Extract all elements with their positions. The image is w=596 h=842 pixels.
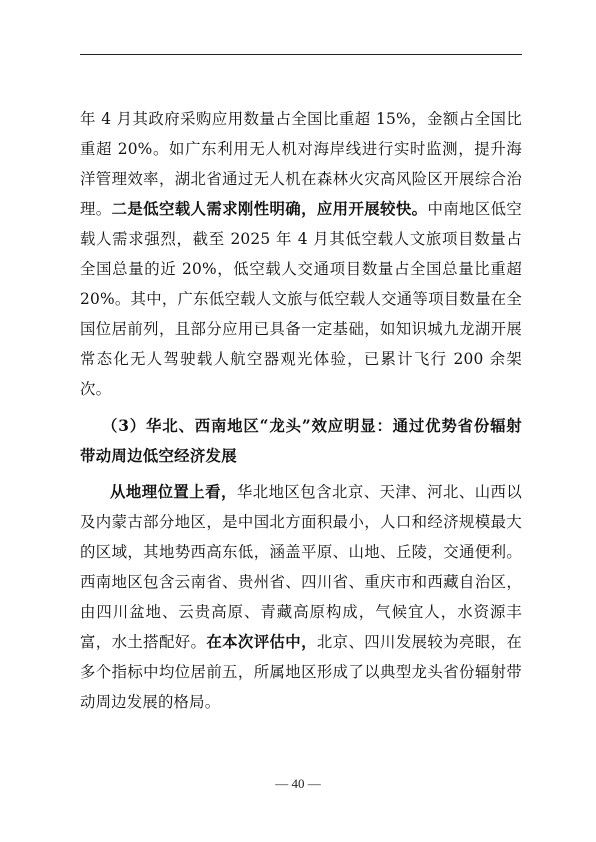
page-body bbox=[80, 104, 522, 717]
paragraph-geography bbox=[80, 477, 522, 717]
paragraph-text: 华北地区包含北京、天津、河北、山西以及内蒙古部分地区，是中国北方面积最小，人口和经济规模最大的区域，其地势西高东低，涵盖平原、山地、丘陵，交通便利。西南地区包含云南省、贵州省、四川省、重庆市和西藏自治区，由四川盆地、云贵高原、青藏高原构成，气候宜人，水资源丰富，水土搭配好。 bbox=[80, 483, 522, 651]
paragraph-text: 年 4 月其政府采购应用数量占全国比重超 15%，金额占全国比重超 20%。如广东利用无人机对海岸线进行实时监测，提升海洋管理效率，湖北省通过无人机在森林火灾高风险区开展综合治理。 bbox=[80, 110, 522, 218]
paragraph-continuation bbox=[80, 104, 522, 404]
bold-lead-text: 二是低空载人需求刚性明确，应用开展较快。 bbox=[111, 200, 428, 218]
header-rule bbox=[80, 54, 522, 55]
section-heading: （3）华北、西南地区“龙头”效应明显：通过优势省份辐射带动周边低空经济发展 bbox=[80, 417, 522, 465]
bold-lead-text: 从地理位置上看， bbox=[110, 483, 237, 501]
bold-inline-text: 在本次评估中， bbox=[206, 633, 317, 651]
paragraph-text: 中南地区低空载人需求强烈，截至 2025 年 4 月其低空载人文旅项目数量占全国总量的近 20%，低空载人交通项目数量占全国总量比重超 20%。其中，广东低空载人文旅与低空载人交通等项目数量在全国位居前列，且部分应用已具备一定基础，如知识城九龙湖开展常态化无人驾驶载人航空器观光体验，已累计飞行 200 余架次。 bbox=[80, 200, 522, 398]
paragraph-text: 北京、四川发展较为亮眼，在多个指标中均位居前五，所属地区形成了以典型龙头省份辐射带动周边发展的格局。 bbox=[80, 633, 522, 711]
page-number: — 40 — bbox=[275, 776, 321, 791]
